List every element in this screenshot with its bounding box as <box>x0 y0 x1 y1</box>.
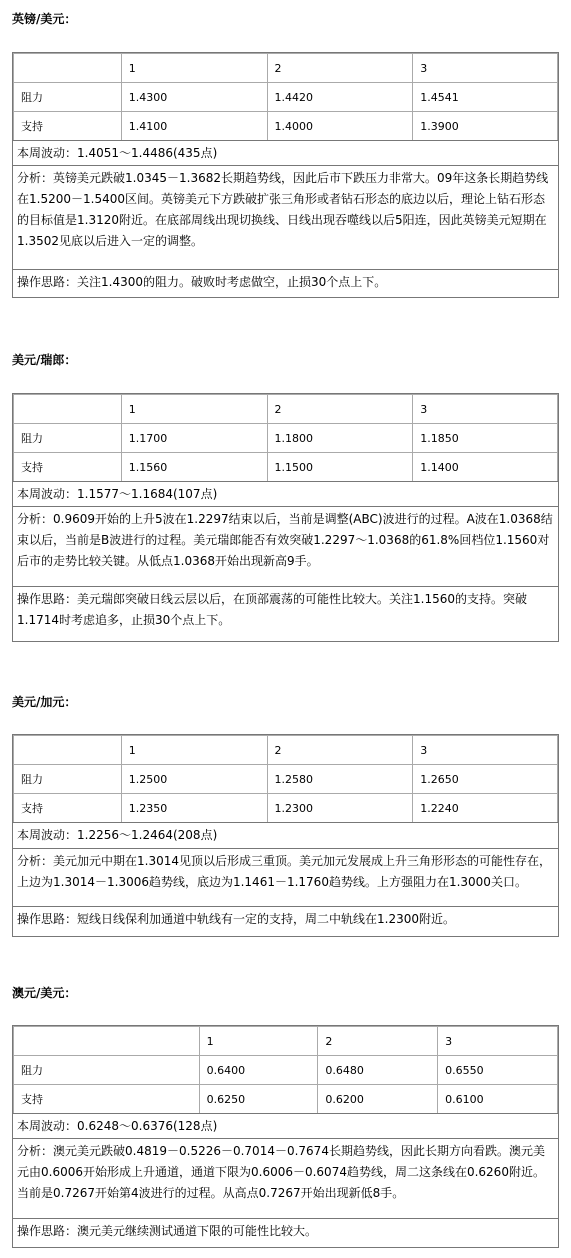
table-cell <box>14 395 122 424</box>
row-label: 阻力 <box>14 1056 200 1085</box>
levels-box <box>12 393 559 642</box>
levels-box <box>12 52 559 298</box>
strategy-text: 操作思路：关注1.4300的阻力。破败时考虑做空，止损30个点上下。 <box>13 269 558 297</box>
table-cell: 3 <box>438 1027 558 1056</box>
weekly-range: 本周波动：0.6248～0.6376(128点) <box>13 1113 558 1138</box>
resistance-row <box>14 83 558 112</box>
table-header-row <box>14 736 558 765</box>
strategy-text: 操作思路：短线日线保利加通道中轨线有一定的支持，周二中轨线在1.2300附近。 <box>13 906 558 936</box>
table-cell: 1 <box>121 395 267 424</box>
table-cell <box>14 736 122 765</box>
table-cell: 1.4420 <box>267 83 413 112</box>
levels-table <box>13 53 558 141</box>
table-cell: 1.2500 <box>121 765 267 794</box>
support-row <box>14 794 558 823</box>
row-label: 支持 <box>14 453 122 482</box>
table-cell: 3 <box>413 54 558 83</box>
table-cell: 1.4300 <box>121 83 267 112</box>
table-cell: 2 <box>267 395 413 424</box>
table-header-row <box>14 395 558 424</box>
table-cell: 2 <box>267 736 413 765</box>
table-cell: 1.2300 <box>267 794 413 823</box>
table-cell: 1.1560 <box>121 453 267 482</box>
resistance-row <box>14 424 558 453</box>
row-label: 阻力 <box>14 424 122 453</box>
levels-box <box>12 734 559 937</box>
table-cell: 0.6200 <box>318 1085 438 1114</box>
table-cell: 2 <box>267 54 413 83</box>
table-cell: 0.6250 <box>199 1085 318 1114</box>
table-cell: 1.4000 <box>267 112 413 141</box>
analysis-text: 分析：澳元美元跌破0.4819－0.5226－0.7014－0.7674长期趋势线，因此长期方向看跌。澳元美元由0.6006开始形成上升通道，通道下限为0.6006－0.6074趋势线，周二这条线在0.6260附近。当前是0.7267开始第4波进行的过程。从高点0.7267开始出现新低8手。 <box>13 1138 558 1218</box>
resistance-row <box>14 1056 558 1085</box>
support-row <box>14 1085 558 1114</box>
table-cell: 1.2240 <box>413 794 558 823</box>
strategy-text: 操作思路：美元瑞郎突破日线云层以后，在顶部震荡的可能性比较大。关注1.1560的支持。突破1.1714时考虑追多，止损30个点上下。 <box>13 586 558 641</box>
row-label: 阻力 <box>14 83 122 112</box>
table-cell: 1.1400 <box>413 453 558 482</box>
support-row <box>14 453 558 482</box>
table-cell: 1.1850 <box>413 424 558 453</box>
table-cell: 0.6100 <box>438 1085 558 1114</box>
section-title: 美元/加元： <box>12 695 77 709</box>
levels-box <box>12 1025 559 1248</box>
table-cell: 0.6550 <box>438 1056 558 1085</box>
table-cell: 1.2580 <box>267 765 413 794</box>
table-header-row <box>14 1027 558 1056</box>
section-title: 美元/瑞郎： <box>12 353 77 367</box>
table-cell <box>14 1027 200 1056</box>
table-cell: 1 <box>121 54 267 83</box>
row-label: 支持 <box>14 794 122 823</box>
section-title: 澳元/美元： <box>12 986 77 1000</box>
table-cell: 1.2350 <box>121 794 267 823</box>
strategy-text: 操作思路：澳元美元继续测试通道下限的可能性比较大。 <box>13 1218 558 1247</box>
table-cell: 1.1500 <box>267 453 413 482</box>
table-cell: 0.6400 <box>199 1056 318 1085</box>
levels-table <box>13 735 558 823</box>
levels-table <box>13 394 558 482</box>
levels-table <box>13 1026 558 1114</box>
table-cell: 2 <box>318 1027 438 1056</box>
table-cell: 1.1800 <box>267 424 413 453</box>
table-cell: 1.1700 <box>121 424 267 453</box>
table-cell: 1.3900 <box>413 112 558 141</box>
section-title: 英镑/美元： <box>12 12 77 26</box>
table-cell: 0.6480 <box>318 1056 438 1085</box>
table-cell: 1 <box>199 1027 318 1056</box>
table-cell: 3 <box>413 736 558 765</box>
table-cell: 3 <box>413 395 558 424</box>
row-label: 支持 <box>14 1085 200 1114</box>
row-label: 支持 <box>14 112 122 141</box>
weekly-range: 本周波动：1.2256～1.2464(208点) <box>13 822 558 848</box>
table-cell: 1.2650 <box>413 765 558 794</box>
analysis-text: 分析：英镑美元跌破1.0345－1.3682长期趋势线，因此后市下跌压力非常大。09年这条长期趋势线在1.5200－1.5400区间。英镑美元下方跌破扩张三角形或者钻石形态的底边以后，理论上钻石形态的目标值是1.3120附近。在底部周线出现切换线、日线出现吞噬线以后5阳连，因此英镑美元短期在1.3502见底以后进入一定的调整。 <box>13 165 558 269</box>
table-cell: 1.4100 <box>121 112 267 141</box>
analysis-text: 分析：0.9609开始的上升5波在1.2297结束以后，当前是调整(ABC)波进行的过程。A波在1.0368结束以后，当前是B波进行的过程。美元瑞郎能否有效突破1.2297～1.0368的61.8%回档位1.1560对后市的走势比较关键。从低点1.0368开始出现新高9手。 <box>13 506 558 586</box>
table-cell: 1.4541 <box>413 83 558 112</box>
weekly-range: 本周波动：1.1577～1.1684(107点) <box>13 481 558 506</box>
analysis-text: 分析：美元加元中期在1.3014见顶以后形成三重顶。美元加元发展成上升三角形形态的可能性存在，上边为1.3014－1.3006趋势线，底边为1.1461－1.1760趋势线。上方强阻力在1.3000关口。 <box>13 848 558 906</box>
table-header-row <box>14 54 558 83</box>
table-cell <box>14 54 122 83</box>
weekly-range: 本周波动：1.4051～1.4486(435点) <box>13 140 558 165</box>
support-row <box>14 112 558 141</box>
table-cell: 1 <box>121 736 267 765</box>
row-label: 阻力 <box>14 765 122 794</box>
resistance-row <box>14 765 558 794</box>
